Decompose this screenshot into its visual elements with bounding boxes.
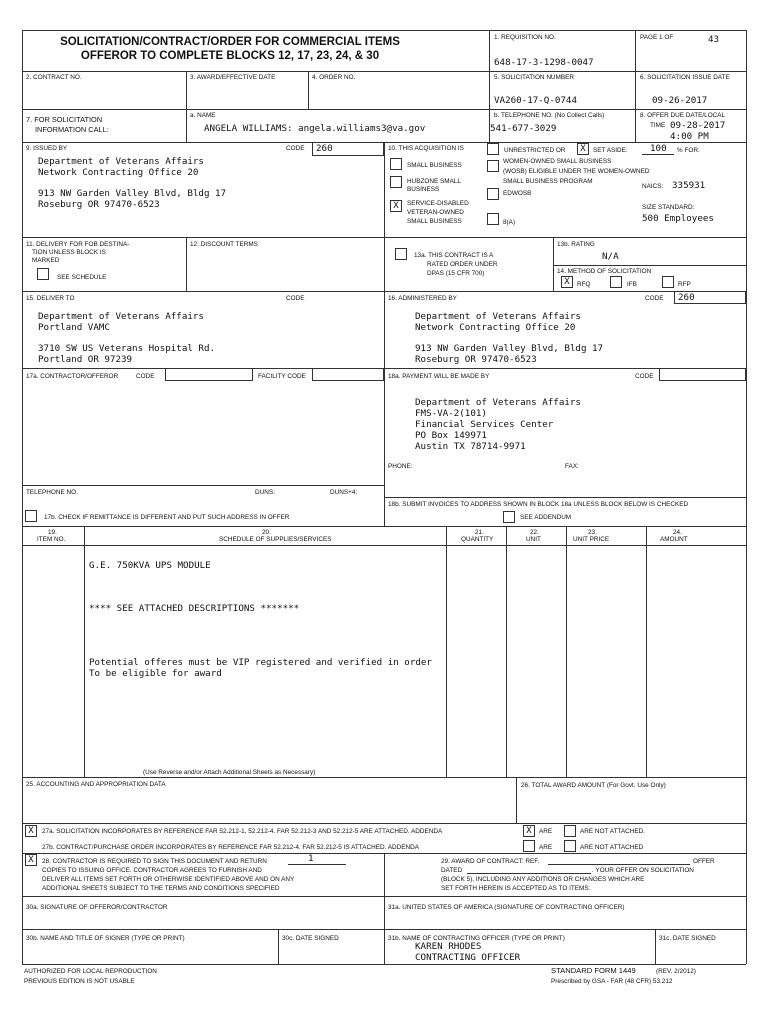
payment-line-4: PO Box 149971: [415, 430, 487, 441]
accounting-label: 25. ACCOUNTING AND APPROPRIATION DATA: [26, 781, 166, 788]
rating-label: 13b. RATING: [557, 241, 595, 248]
issue-date-label: 6. SOLICITATION ISSUE DATE: [640, 74, 730, 81]
duns-label: DUNS:: [255, 489, 275, 496]
payment-code-input[interactable]: [659, 368, 746, 381]
payment-line-2: FMS-VA-2(101): [415, 408, 487, 419]
27a-are-checkbox[interactable]: X: [523, 825, 535, 837]
percent-for-label: % FOR:: [677, 147, 700, 154]
telephone-no-label: TELEPHONE NO.: [26, 489, 78, 496]
col-item-no-2: ITEM NO.: [37, 536, 66, 543]
28-copies-underline: [288, 864, 346, 865]
ifb-label: IFB: [627, 281, 637, 288]
payment-line-1: Department of Veterans Affairs: [415, 397, 581, 408]
rfq-label: RFQ: [577, 281, 591, 288]
footer-auth-2: PREVIOUS EDITION IS NOT USABLE: [24, 978, 135, 985]
sdvosb-label-1: SERVICE-DISABLED: [407, 200, 469, 207]
rating-value[interactable]: N/A: [602, 251, 619, 262]
naics-value[interactable]: 335931: [672, 180, 706, 191]
issued-by-line-1: Department of Veterans Affairs: [38, 156, 204, 167]
see-addendum-label: SEE ADDENDUM: [520, 514, 572, 521]
administered-code-value[interactable]: 260: [674, 291, 746, 304]
31b-label: 31b. NAME OF CONTRACTING OFFICER (TYPE OR PRINT): [388, 935, 565, 942]
hubzone-checkbox[interactable]: [390, 176, 402, 188]
28-line-4: ADDITIONAL SHEETS SUBJECT TO THE TERMS AND CONDITIONS SPECIFIED: [42, 885, 280, 892]
col-unit-price-1: 23.: [588, 529, 597, 536]
schedule-line-4: To be eligible for award: [89, 668, 222, 679]
deliver-to-code-label: CODE: [286, 295, 305, 302]
unrestricted-label: UNRESTRICTED OR: [504, 147, 566, 154]
31c-label: 31c. DATE SIGNED: [659, 935, 716, 942]
27b-are-label: ARE: [539, 844, 553, 851]
contractor-code-input[interactable]: [165, 368, 253, 381]
size-standard-value[interactable]: 500 Employees: [642, 213, 714, 224]
award-date-label: 3. AWARD/EFFECTIVE DATE: [190, 74, 276, 81]
rfp-label: RFP: [678, 281, 691, 288]
offer-due-label: 8. OFFER DUE DATE/LOCAL: [640, 112, 726, 119]
footer-prescribed: Prescribed by GSA - FAR (48 CFR) 53.212: [551, 978, 673, 985]
col-amount-2: AMOUNT: [660, 536, 688, 543]
29-line-2b: . YOUR OFFER ON SOLICITATION: [592, 867, 694, 874]
29-line-4: SET FORTH HEREIN IS ACCEPTED AS TO ITEMS:: [441, 885, 591, 892]
28-checkbox[interactable]: X: [25, 854, 37, 866]
28-copies[interactable]: 1: [308, 853, 314, 864]
facility-code-label: FACILITY CODE: [258, 373, 306, 380]
27b-are-not-label: ARE NOT ATTACHED: [580, 844, 644, 851]
edwosb-label: EDWOSB: [503, 190, 532, 197]
footer-rev: (REV. 2/2012): [656, 968, 696, 975]
col-quantity-1: 21.: [475, 529, 484, 536]
29-line-1a: 29. AWARD OF CONTRACT: REF.: [441, 858, 540, 865]
time-label: TIME: [650, 122, 666, 129]
issued-by-code-value[interactable]: 260: [312, 142, 384, 156]
facility-code-input[interactable]: [312, 368, 384, 381]
remittance-label: 17b. CHECK IF REMITTANCE IS DIFFERENT AND PUT SUCH ADDRESS IN OFFER: [44, 514, 290, 521]
issued-by-line-2: Network Contracting Office 20: [38, 167, 199, 178]
rfp-checkbox[interactable]: [662, 276, 674, 288]
sdvosb-label-3: SMALL BUSINESS: [407, 218, 462, 225]
issue-date-value[interactable]: 09-26-2017: [652, 95, 708, 106]
hubzone-label-2: BUSINESS: [407, 186, 440, 193]
officer-title: CONTRACTING OFFICER: [415, 952, 521, 963]
rated-order-label-1: 13a. THIS CONTRACT IS A: [414, 252, 494, 259]
edwosb-checkbox[interactable]: [487, 188, 499, 200]
form-title-line2: OFFEROR TO COMPLETE BLOCKS 12, 17, 23, 24, & 30: [80, 50, 380, 62]
small-business-label: SMALL BUSINESS: [407, 162, 462, 169]
rated-order-label-2: RATED ORDER UNDER: [427, 261, 498, 268]
issued-by-line-4: Roseburg OR 97470-6523: [38, 199, 160, 210]
delivery-label-1: 11. DELIVERY FOR FOB DESTINA-: [26, 241, 130, 248]
wosb-label-1: WOMEN-OWNED SMALL BUSINESS: [503, 158, 612, 165]
ifb-checkbox[interactable]: [610, 276, 622, 288]
wosb-label-3: SMALL BUSINESS PROGRAM: [503, 178, 593, 185]
rfq-checkbox[interactable]: X: [561, 276, 573, 288]
deliver-to-line-4: Portland OR 97239: [38, 354, 133, 365]
delivery-label-2: TION UNLESS BLOCK IS: [32, 249, 106, 256]
issued-by-label: 9. ISSUED BY: [26, 145, 68, 152]
deliver-to-line-1: Department of Veterans Affairs: [38, 311, 204, 322]
naics-label: NAICS:: [642, 183, 664, 190]
col-unit-price-2: UNIT PRICE: [573, 536, 610, 543]
sdvosb-label-2: VETERAN-OWNED: [407, 209, 464, 216]
contractor-code-label: CODE: [136, 373, 155, 380]
27b-are-not-checkbox[interactable]: [564, 840, 576, 852]
eight-a-checkbox[interactable]: [487, 213, 499, 225]
29-dated-underline: [467, 873, 591, 874]
contract-no-label: 2. CONTRACT NO.: [26, 74, 82, 81]
col-quantity-2: QUANTITY: [461, 536, 494, 543]
sdvosb-checkbox[interactable]: X: [390, 200, 402, 212]
issued-by-line-3: 913 NW Garden Valley Blvd, Bldg 17: [38, 188, 227, 199]
see-addendum-checkbox[interactable]: [503, 511, 515, 523]
see-schedule-checkbox[interactable]: [37, 268, 49, 280]
27b-label: 27b. CONTRACT/PURCHASE ORDER INCORPORATES BY REFERENCE FAR 52.212-4. FAR 52.212-5 IS ATTACHED. ADDENDA: [42, 844, 420, 851]
payment-code-label: CODE: [635, 373, 654, 380]
fax-label: FAX:: [565, 463, 579, 470]
rated-order-label-3: DPAS (15 CFR 700): [427, 270, 485, 277]
deliver-to-line-2: Portland VAMC: [38, 322, 110, 333]
payment-line-3: Financial Services Center: [415, 419, 554, 430]
30b-label: 30b. NAME AND TITLE OF SIGNER (TYPE OR PRINT): [26, 935, 185, 942]
wosb-label-2: (WOSB) ELIGIBLE UNDER THE WOMEN-OWNED: [503, 168, 650, 175]
deliver-to-line-3: 3710 SW US Veterans Hospital Rd.: [38, 343, 216, 354]
issued-by-code-label: CODE: [286, 145, 305, 152]
reverse-note: (Use Reverse and/or Attach Additional Sheets as Necessary): [143, 769, 316, 776]
payment-line-5: Austin TX 78714-9971: [415, 441, 526, 452]
solicitation-no-label: 5. SOLICITATION NUMBER: [494, 74, 575, 81]
form-title-line1: SOLICITATION/CONTRACT/ORDER FOR COMMERCIAL ITEMS: [60, 36, 400, 48]
see-schedule-label: SEE SCHEDULE: [57, 274, 107, 281]
schedule-line-3: Potential offeres must be VIP registered and verified in order: [89, 657, 432, 668]
percent-underline: [642, 154, 674, 155]
col-schedule-2: SCHEDULE OF SUPPLIES/SERVICES: [219, 536, 332, 543]
solicitation-no-value[interactable]: VA260-17-Q-0744: [494, 95, 577, 106]
remittance-checkbox[interactable]: [25, 510, 37, 522]
small-business-checkbox[interactable]: [390, 158, 402, 170]
schedule-line-2: **** SEE ATTACHED DESCRIPTIONS *******: [89, 603, 300, 614]
offer-due-date[interactable]: 09-28-2017: [670, 120, 726, 131]
27a-are-not-label: ARE NOT ATTACHED.: [580, 828, 645, 835]
31a-label: 31a. UNITED STATES OF AMERICA (SIGNATURE OF CONTRACTING OFFICER): [388, 904, 625, 911]
administered-by-label: 16. ADMINISTERED BY: [388, 295, 457, 302]
col-schedule-1: 20.: [262, 529, 271, 536]
acquisition-label: 10. THIS ACQUISITION IS: [388, 145, 464, 152]
total-award-label: 26. TOTAL AWARD AMOUNT (For Govt. Use Only): [521, 782, 666, 789]
administered-line-4: Roseburg OR 97470-6523: [415, 354, 537, 365]
rated-order-checkbox[interactable]: [395, 248, 407, 260]
duns4-label: DUNS+4:: [330, 489, 358, 496]
requisition-label: 1. REQUISITION NO.: [494, 34, 556, 41]
wosb-checkbox[interactable]: [487, 160, 499, 172]
size-standard-label: SIZE STANDARD:: [642, 204, 695, 211]
payment-label: 18a. PAYMENT WILL BE MADE BY: [388, 373, 490, 380]
29-line-2a: DATED: [441, 867, 463, 874]
28-line-2: COPIES TO ISSUING OFFICE. CONTRACTOR AGREES TO FURNISH AND: [42, 867, 262, 874]
29-line-1b: OFFER: [693, 858, 715, 865]
delivery-label-3: MARKED: [32, 257, 60, 264]
contact-name-value[interactable]: ANGELA WILLIAMS: angela.williams3@va.gov: [204, 123, 426, 134]
28-line-3: DELIVER ALL ITEMS SET FORTH OR OTHERWISE IDENTIFIED ABOVE AND ON ANY: [42, 876, 295, 883]
28-line-1: 28. CONTRACTOR IS REQUIRED TO SIGN THIS DOCUMENT AND RETURN: [42, 858, 267, 865]
discount-terms-label: 12. DISCOUNT TERMS: [190, 241, 258, 248]
29-line-3: (BLOCK 5), INCLUDING ANY ADDITIONS OR CHANGES WHICH ARE: [441, 876, 645, 883]
27a-label: 27a. SOLICITATION INCORPORATES BY REFERENCE FAR 52.212-1, 52.212-4. FAR 52.212-3 AND 52.212-5 ARE ATTACHED. ADDENDA: [42, 828, 443, 835]
requisition-value[interactable]: 648-17-3-1298-0047: [494, 57, 594, 68]
administered-code-label: CODE: [645, 295, 664, 302]
administered-line-2: Network Contracting Office 20: [415, 322, 576, 333]
schedule-line-1: G.E. 750KVA UPS MODULE: [89, 560, 211, 571]
order-no-label: 4. ORDER NO.: [312, 74, 356, 81]
30c-label: 30c. DATE SIGNED: [282, 935, 339, 942]
administered-line-1: Department of Veterans Affairs: [415, 311, 581, 322]
officer-name: KAREN RHODES: [415, 941, 482, 952]
page-label: PAGE 1 OF: [640, 34, 674, 41]
submit-invoices-label: 18b. SUBMIT INVOICES TO ADDRESS SHOWN IN BLOCK 18a UNLESS BLOCK BELOW IS CHECKED: [388, 501, 689, 508]
footer-form: STANDARD FORM 1449: [551, 966, 636, 975]
29-ref-underline: [548, 864, 690, 865]
col-item-no-1: 19.: [48, 529, 57, 536]
solicitation-info-label-2: INFORMATION CALL:: [35, 125, 109, 134]
offer-due-time[interactable]: 4:00 PM: [670, 131, 709, 142]
method-label: 14. METHOD OF SOLICITATION: [557, 268, 652, 275]
27a-are-label: ARE: [539, 828, 553, 835]
eight-a-label: 8(A): [503, 219, 516, 226]
col-amount-1: 24.: [673, 529, 682, 536]
name-label: a. NAME: [190, 112, 216, 119]
27a-are-not-checkbox[interactable]: [564, 825, 576, 837]
set-aside-checkbox[interactable]: X: [577, 143, 589, 155]
solicitation-info-label: 7. FOR SOLICITATION: [26, 115, 103, 124]
administered-line-3: 913 NW Garden Valley Blvd, Bldg 17: [415, 343, 604, 354]
27b-are-checkbox[interactable]: [523, 840, 535, 852]
30a-label: 30a. SIGNATURE OF OFFEROR/CONTRACTOR: [26, 904, 168, 911]
telephone-value[interactable]: 541-677-3029: [490, 123, 557, 134]
page-total: 43: [708, 34, 720, 45]
col-unit-2: UNIT: [526, 536, 541, 543]
27a-checkbox[interactable]: X: [25, 825, 37, 837]
footer-auth-1: AUTHORIZED FOR LOCAL REPRODUCTION: [24, 968, 157, 975]
unrestricted-checkbox[interactable]: [487, 143, 499, 155]
set-aside-percent[interactable]: 100: [650, 143, 667, 154]
deliver-to-label: 15. DELIVER TO: [26, 295, 75, 302]
telephone-label: b. TELEPHONE NO. (No Collect Calls): [494, 112, 605, 119]
phone-label: PHONE:: [388, 463, 413, 470]
set-aside-label: SET ASIDE:: [593, 147, 628, 154]
hubzone-label-1: HUBZONE SMALL: [407, 178, 461, 185]
col-unit-1: 22.: [530, 529, 539, 536]
contractor-label: 17a. CONTRACTOR/OFFEROR: [26, 373, 119, 380]
